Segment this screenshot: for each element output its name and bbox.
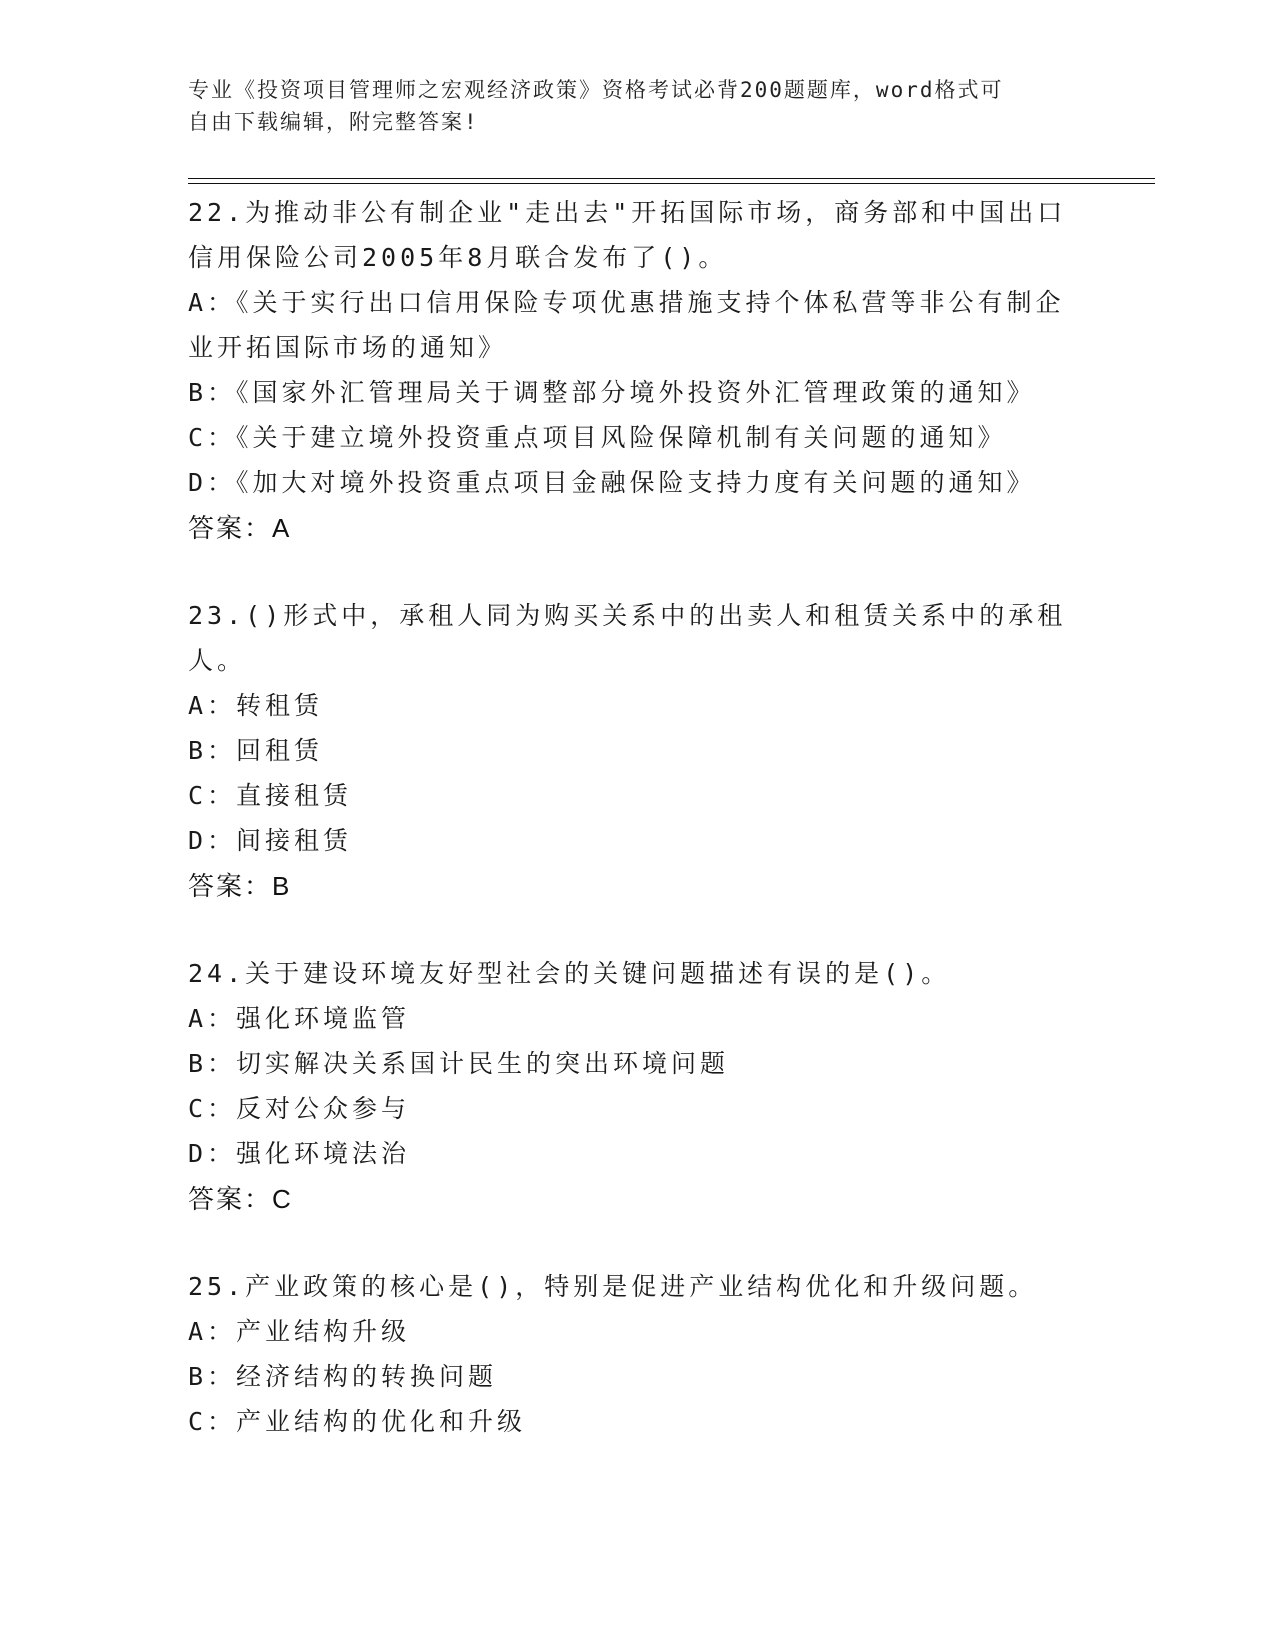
option-d: D：间接租赁	[188, 826, 353, 855]
question-23	[188, 593, 1088, 909]
answer-label: 答案：B	[188, 871, 292, 901]
question-stem: 25.产业政策的核心是()，特别是促进产业结构优化和升级问题。	[188, 1272, 1038, 1301]
question-22	[188, 190, 1088, 551]
question-spacer	[188, 551, 1088, 593]
option-c: C：产业结构的优化和升级	[188, 1407, 527, 1436]
question-spacer	[188, 1222, 1088, 1264]
question-25	[188, 1264, 1088, 1444]
option-a: A：产业结构升级	[188, 1317, 411, 1346]
question-spacer	[188, 909, 1088, 951]
question-stem: 23.()形式中，承租人同为购买关系中的出卖人和租赁关系中的承租人。	[188, 601, 1067, 675]
header-line-1: 专业《投资项目管理师之宏观经济政策》资格考试必背200题题库，word格式可	[188, 78, 1004, 102]
header-divider-bottom	[188, 183, 1155, 184]
option-c: C：反对公众参与	[188, 1094, 411, 1123]
question-list	[188, 190, 1088, 1444]
header-divider-top	[188, 178, 1155, 179]
option-b: B：《国家外汇管理局关于调整部分境外投资外汇管理政策的通知》	[188, 378, 1036, 407]
option-b: B：切实解决关系国计民生的突出环境问题	[188, 1049, 730, 1078]
answer-label: 答案：A	[188, 513, 292, 543]
option-d: D：《加大对境外投资重点项目金融保险支持力度有关问题的通知》	[188, 468, 1036, 497]
question-stem: 22.为推动非公有制企业"走出去"开拓国际市场，商务部和中国出口信用保险公司2005年8月联合发布了()。	[188, 198, 1067, 272]
option-c: C：直接租赁	[188, 781, 353, 810]
option-d: D：强化环境法治	[188, 1139, 411, 1168]
question-24	[188, 951, 1088, 1222]
answer-label: 答案：C	[188, 1184, 293, 1214]
option-a: A：《关于实行出口信用保险专项优惠措施支持个体私营等非公有制企业开拓国际市场的通知》	[188, 288, 1065, 362]
header-line-2: 自由下载编辑，附完整答案!	[188, 110, 479, 134]
option-b: B：经济结构的转换问题	[188, 1362, 498, 1391]
option-b: B：回租赁	[188, 736, 324, 765]
document-header	[188, 74, 1068, 138]
question-stem: 24.关于建设环境友好型社会的关键问题描述有误的是()。	[188, 959, 951, 988]
option-c: C：《关于建立境外投资重点项目风险保障机制有关问题的通知》	[188, 423, 1007, 452]
option-a: A：转租赁	[188, 691, 324, 720]
option-a: A：强化环境监管	[188, 1004, 411, 1033]
